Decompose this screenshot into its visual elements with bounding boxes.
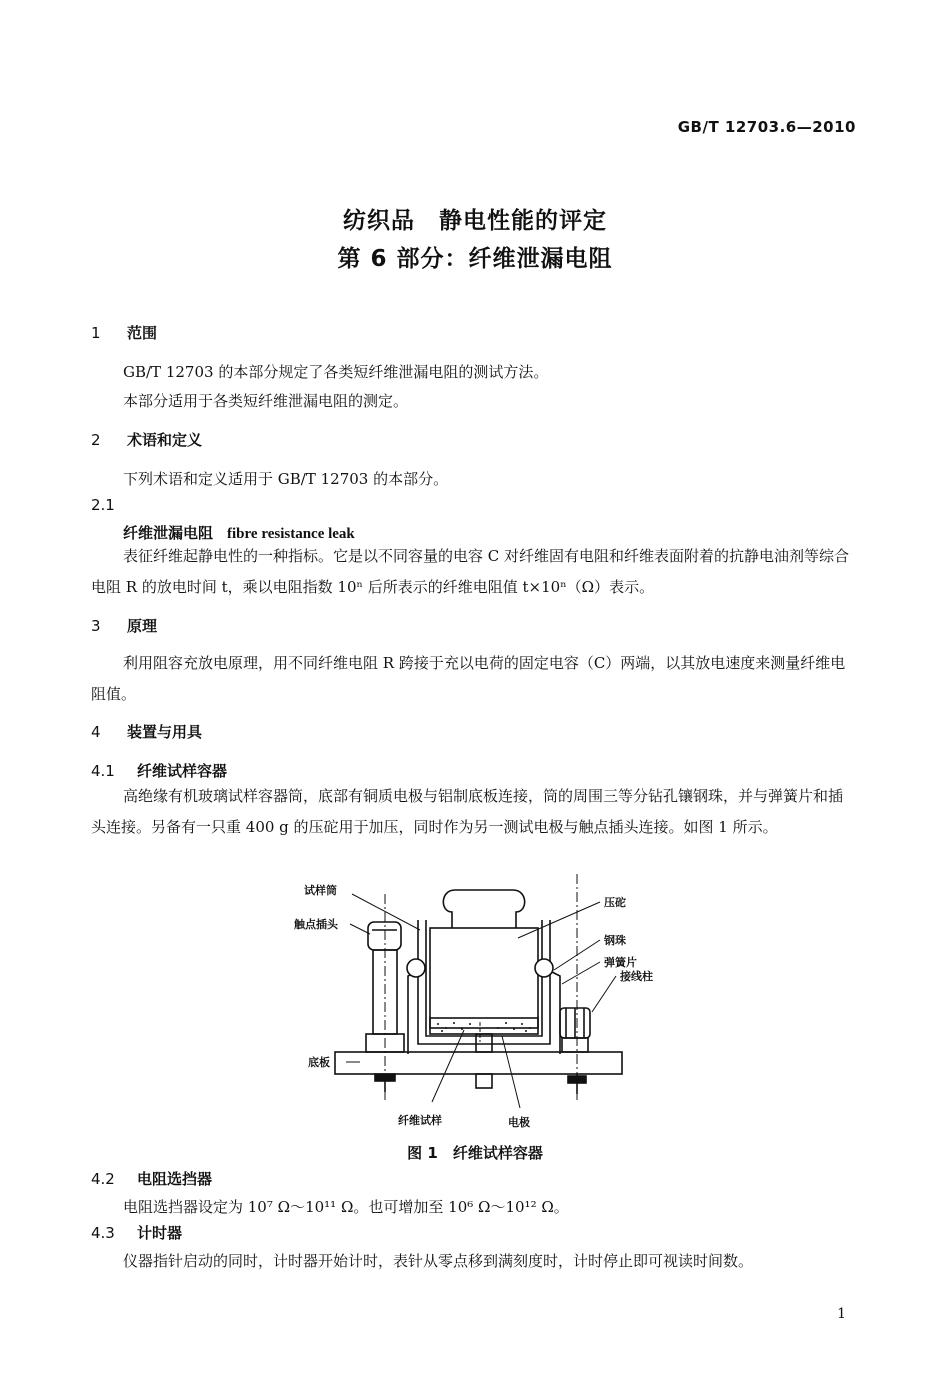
section-number: 2 <box>91 431 101 449</box>
label-spring: 弹簧片 <box>604 956 637 969</box>
section-1-heading <box>91 322 157 343</box>
s2-1-number: 2.1 <box>91 496 115 514</box>
s4-1-paragraph: 高绝缘有机玻璃试样容器筒，底部有铜质电极与铝制底板连接，筒的周围三等分钻孔镶钢珠，并与弹簧片和插头连接。另备有一只重 400 g 的压砣用于加压，同时作为另一测试电极与触点插头连接。如图 1 所示。 <box>91 787 844 836</box>
page-title-line1: 纺织品 静电性能的评定 <box>343 208 607 234</box>
section-title: 术语和定义 <box>127 431 203 449</box>
label-fiber-sample: 纤维试样 <box>398 1114 442 1127</box>
section-title: 装置与用具 <box>127 723 203 741</box>
label-weight: 压砣 <box>604 896 626 909</box>
subsection-number: 4.1 <box>91 762 115 780</box>
label-sample-tube: 试样筒 <box>304 884 337 897</box>
subsection-number: 4.2 <box>91 1170 115 1188</box>
subsection-title: 计时器 <box>137 1224 183 1242</box>
standard-number: GB/T 12703.6—2010 <box>677 118 856 136</box>
label-terminal: 接线柱 <box>620 970 653 983</box>
section-title: 原理 <box>127 617 158 635</box>
section-2-heading <box>91 429 202 450</box>
figure-1-diagram <box>280 872 670 1134</box>
page-title-line2: 第 6 部分：纤维泄漏电阻 <box>337 246 613 272</box>
figure-1-caption: 图 1 纤维试样容器 <box>407 1144 543 1162</box>
label-steel-ball: 钢珠 <box>604 934 626 947</box>
s1-paragraph-1: GB/T 12703 的本部分规定了各类短纤维泄漏电阻的测试方法。 <box>123 363 549 381</box>
section-4-heading <box>91 721 202 742</box>
term-chinese: 纤维泄漏电阻 <box>123 524 214 542</box>
term-entry <box>123 522 355 543</box>
s1-paragraph-2: 本部分适用于各类短纤维泄漏电阻的测定。 <box>123 392 409 410</box>
s4-3-paragraph: 仪器指针启动的同时，计时器开始计时，表针从零点移到满刻度时，计时停止即可视读时间数。 <box>123 1252 754 1270</box>
s2-paragraph-1: 下列术语和定义适用于 GB/T 12703 的本部分。 <box>123 470 449 488</box>
s3-paragraph: 利用阻容充放电原理，用不同纤维电阻 R 跨接于充以电荷的固定电容（C）两端，以其放电速度来测量纤维电阻值。 <box>91 654 846 703</box>
page-number: 1 <box>837 1306 846 1322</box>
label-base-plate: 底板 <box>308 1056 330 1069</box>
subsection-number: 4.3 <box>91 1224 115 1242</box>
subsection-title: 电阻选挡器 <box>137 1170 213 1188</box>
label-electrode: 电极 <box>508 1116 530 1129</box>
section-4-1-heading <box>91 760 227 781</box>
subsection-title: 纤维试样容器 <box>137 762 228 780</box>
section-number: 3 <box>91 617 101 635</box>
section-number: 1 <box>91 324 101 342</box>
section-4-2-heading <box>91 1168 212 1189</box>
label-contact-plug: 触点插头 <box>294 918 338 931</box>
section-3-heading <box>91 615 157 636</box>
term-definition: 表征纤维起静电性的一种指标。它是以不同容量的电容 C 对纤维固有电阻和纤维表面附着的抗静电油剂等综合电阻 R 的放电时间 t，乘以电阻指数 10ⁿ 后所表示的纤维电阻值 t×10ⁿ（Ω）表示。 <box>91 547 850 596</box>
section-4-3-heading <box>91 1222 182 1243</box>
section-title: 范围 <box>127 324 158 342</box>
term-english: fibre resistance leak <box>227 526 355 542</box>
section-number: 4 <box>91 723 101 741</box>
s4-2-paragraph: 电阻选挡器设定为 10⁷ Ω～10¹¹ Ω。也可增加至 10⁶ Ω～10¹² Ω。 <box>123 1198 569 1216</box>
